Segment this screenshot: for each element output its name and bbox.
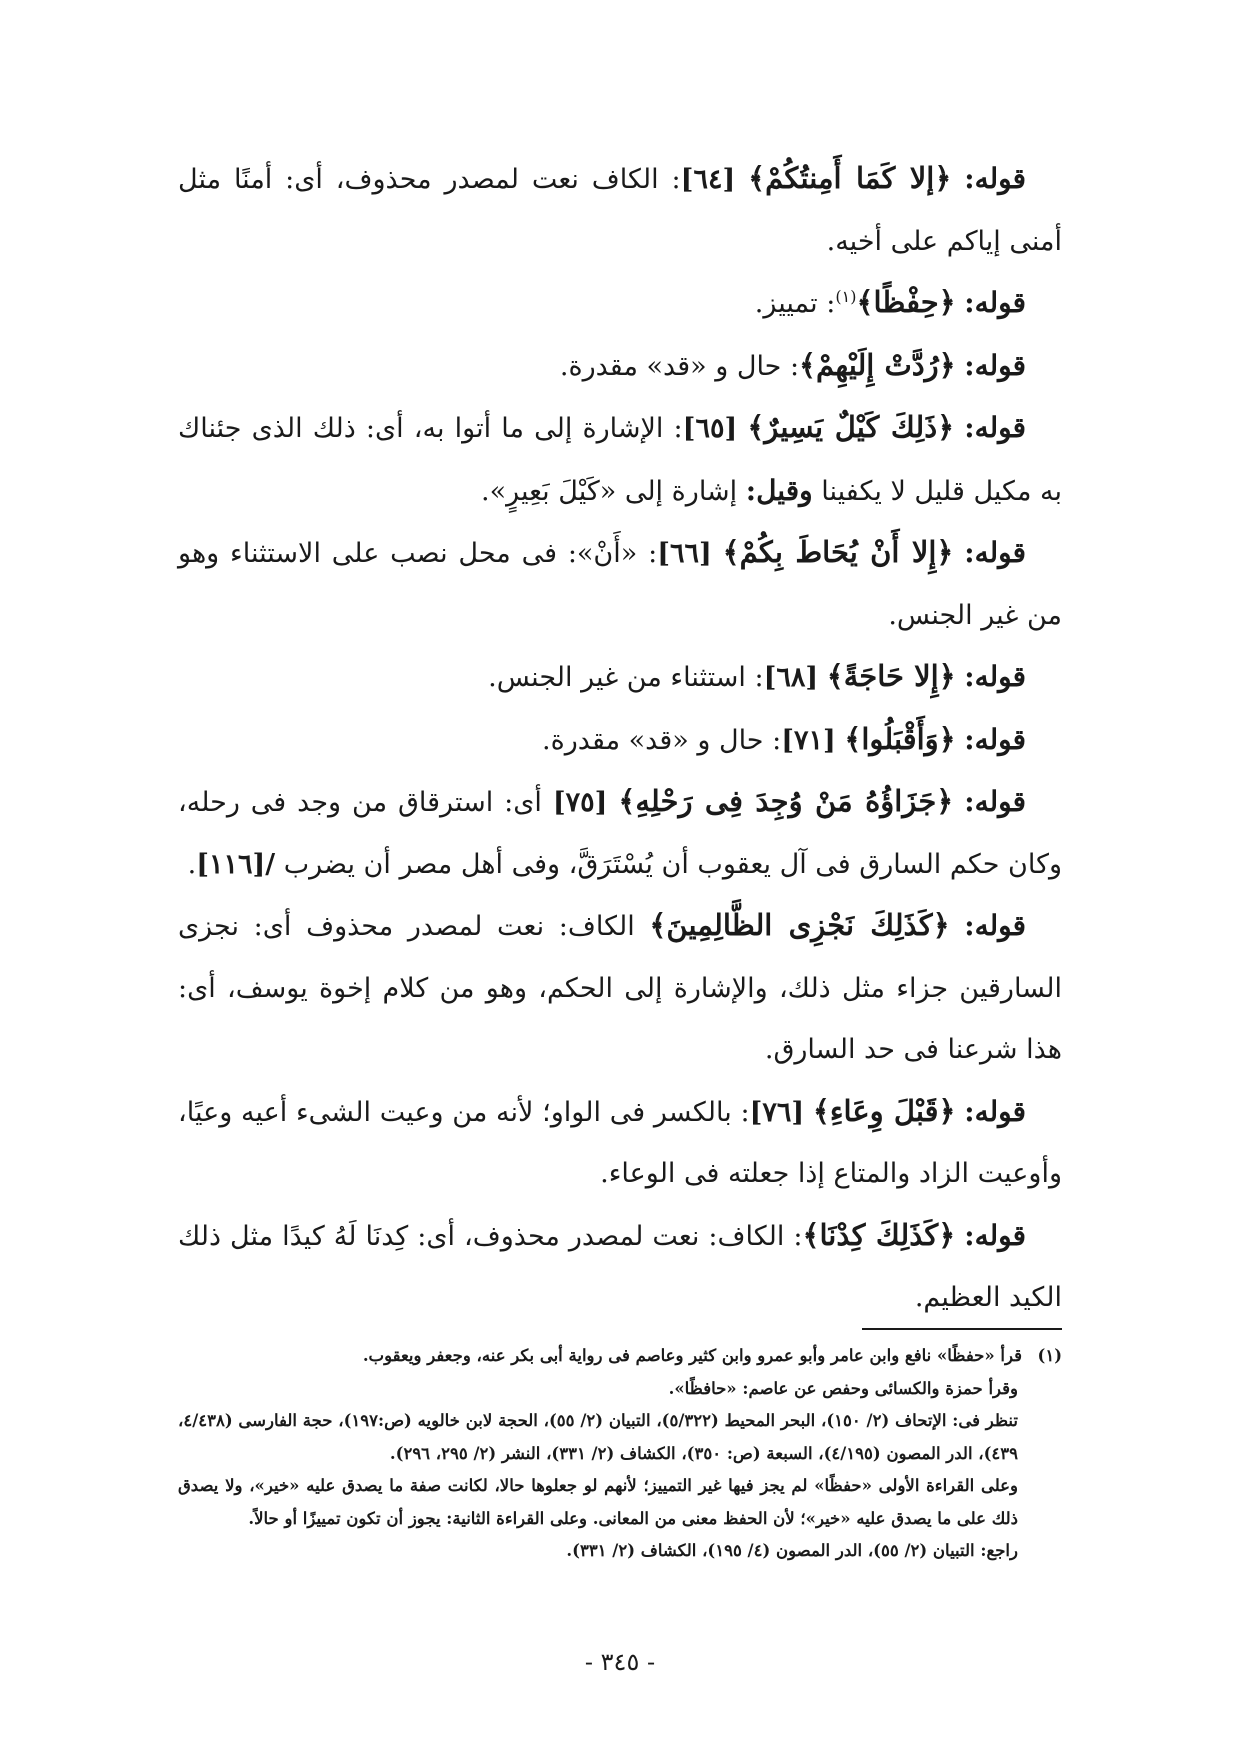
commentary-text: : الكاف: نعت لمصدر محذوف، أى: كِدنَا لَهُ كيدًا مثل ذلك الكيد العظيم. <box>178 1220 1062 1313</box>
bold-term: وقيل: <box>745 473 813 507</box>
commentary-text: : «أَنْ»: فى محل نصب على الاستثناء وهو من غير الجنس. <box>178 538 1062 631</box>
commentary-paragraph <box>178 771 1062 895</box>
footnotes <box>178 1340 1062 1568</box>
label-qawluhu: قوله: <box>964 909 1026 942</box>
label-qawluhu: قوله: <box>964 660 1026 693</box>
verse-number: [٦٨] <box>763 662 819 693</box>
footnote-divider <box>862 1328 1062 1330</box>
label-qawluhu: قوله: <box>964 1218 1026 1252</box>
quran-verse: ﴿كَذَلِكَ نَجْزِى الظَّالِمِينَ﴾ <box>649 908 950 942</box>
footnote-line: راجع: التبيان (٢/ ٥٥)، الدر المصون (٤/ ١٩٥)، الكشاف (٢/ ٣٣١). <box>566 1541 1018 1560</box>
commentary-text: : حال و «قد» مقدرة. <box>559 350 800 382</box>
quran-verse: ﴿إِلا حَاجَةً﴾ <box>826 659 956 693</box>
quran-verse: ﴿حِفْظًا﴾ <box>856 285 956 319</box>
commentary-text: : بالكسر فى الواو؛ لأنه من وعيت الشىء أعيه وعيًا، وأوعيت الزاد والمتاع إذا جعلته فى الوعاء. <box>178 1096 1062 1189</box>
commentary-text: : تمييز. <box>754 288 836 319</box>
main-text <box>178 148 1062 1329</box>
commentary-paragraph <box>178 646 1062 709</box>
commentary-paragraph <box>178 522 1062 646</box>
footnote-line <box>178 1340 1062 1373</box>
quran-verse: ﴿إلا كَمَا أَمِنتُكُمْ﴾ <box>748 161 952 195</box>
commentary-text: : الإشارة إلى ما أتوا به، أى: ذلك الذى جئناك به مكيل قليل لا يكفينا <box>178 413 1062 507</box>
footnote-text: قرأ «حفظًا» نافع وابن عامر وأبو عمرو وابن كثير وعاصم فى رواية أبى بكر عنه، وجعفر ويعقوب. <box>362 1346 1022 1365</box>
commentary-paragraph <box>178 335 1062 398</box>
verse-number: [٦٥] <box>682 413 738 444</box>
verse-number: [٧٦] <box>749 1096 805 1128</box>
label-qawluhu: قوله: <box>964 536 1026 569</box>
label-qawluhu: قوله: <box>964 1094 1026 1128</box>
commentary-text-continued: إشارة إلى «كَيْلَ بَعِيرٍ». <box>481 475 746 507</box>
label-qawluhu: قوله: <box>964 162 1026 195</box>
label-qawluhu: قوله: <box>964 411 1026 444</box>
footnote-line: وعلى القراءة الأولى «حفظًا» لم يجز فيها غير التمييز؛ لأنهم لو جعلوها حالا، لكانت صفة ما يصدق عليه «خير»، ولا يصدق ذلك على ما يصدق عليه «خير»؛ لأن الحفظ معنى من المعانى. وعلى القراءة الثانية: يجوز أن تكون تمييزًا أو حالاً. <box>178 1476 1018 1528</box>
commentary-text: : استثناء من غير الجنس. <box>488 662 764 693</box>
verse-number: [٦٤] <box>680 164 736 195</box>
quran-verse: ﴿ذَلِكَ كَيْلٌ يَسِيرٌ﴾ <box>747 410 955 444</box>
commentary-paragraph <box>178 1081 1062 1205</box>
quran-verse: ﴿كَذَلِكَ كِدْنَا﴾ <box>802 1217 956 1252</box>
label-qawluhu: قوله: <box>964 785 1026 818</box>
page-number: - ٣٤٥ - <box>584 1648 656 1676</box>
commentary-text: : حال و «قد» مقدرة. <box>542 724 782 756</box>
label-qawluhu: قوله: <box>964 722 1026 756</box>
verse-number: [٧٥] <box>552 787 608 818</box>
footnote-number: (١) <box>1037 1346 1062 1365</box>
commentary-text: أى: استرقاق من وجد فى رحله، وكان حكم السارق فى آل يعقوب أن يُسْتَرَقَّ، وفى أهل مصر أن يضرب <box>178 787 1062 880</box>
quran-verse: ﴿قَبْلَ وِعَاءِ﴾ <box>812 1093 956 1128</box>
footnote-line: تنظر فى: الإتحاف (٢/ ١٥٠)، البحر المحيط (٥/٣٢٢)، التبيان (٢/ ٥٥)، الحجة لابن خالويه (ص:١٩٧)، حجة الفارسى (٤/٤٣٨، ٤٣٩)، الدر المصون (٤/١٩٥)، السبعة (ص: ٣٥٠)، الكشاف (٢/ ٣٣١)، النشر (٢/ ٢٩٥، ٢٩٦). <box>178 1411 1018 1463</box>
quran-verse: ﴿جَزَاؤُهُ مَنْ وُجِدَ فِى رَحْلِهِ﴾ <box>618 784 954 818</box>
quran-verse: ﴿وَأَقْبَلُوا﴾ <box>844 721 956 756</box>
verse-number: [٧١] <box>781 724 836 756</box>
commentary-text-continued: . <box>187 848 197 880</box>
quran-verse: ﴿رُدَّتْ إِلَيْهِمْ﴾ <box>799 347 956 382</box>
commentary-paragraph <box>178 895 1062 1081</box>
commentary-paragraph <box>178 148 1062 272</box>
commentary-paragraph <box>178 709 1062 772</box>
quran-verse: ﴿إِلا أَنْ يُحَاطَ بِكُمْ﴾ <box>722 535 954 569</box>
commentary-text: : الكاف نعت لمصدر محذوف، أى: أمنًا مثل أمنى إياكم على أخيه. <box>178 164 1062 257</box>
manuscript-page-marker: /[١١٦] <box>196 848 276 880</box>
commentary-text: الكاف: نعت لمصدر محذوف أى: نجزى السارقين جزاء مثل ذلك، والإشارة إلى الحكم، وهو من كلام إخوة يوسف، أى: هذا شرعنا فى حد السارق. <box>178 911 1062 1065</box>
verse-number: [٦٦] <box>657 538 712 569</box>
commentary-paragraph <box>178 1205 1062 1329</box>
commentary-paragraph <box>178 397 1062 522</box>
footnote-line: وقرأ حمزة والكسائى وحفص عن عاصم: «حافظًا». <box>668 1378 1018 1398</box>
label-qawluhu: قوله: <box>964 348 1026 382</box>
commentary-paragraph <box>178 272 1062 335</box>
label-qawluhu: قوله: <box>964 286 1026 319</box>
footnote-marker: (١) <box>835 287 857 306</box>
